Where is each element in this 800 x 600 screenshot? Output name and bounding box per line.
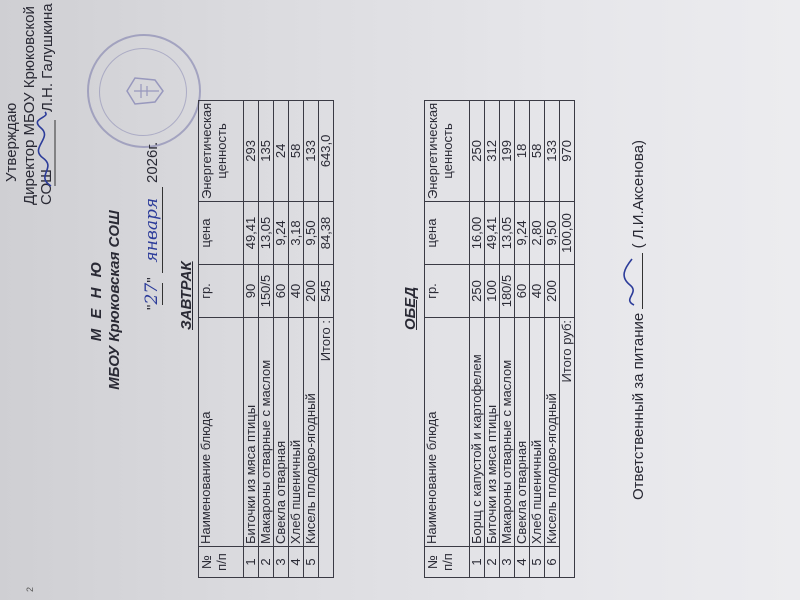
row-grams: 100 (485, 265, 500, 318)
lunch-table (424, 100, 575, 578)
menu-title: М Е Н Ю (88, 258, 105, 342)
page-number: 2 (25, 586, 35, 592)
table-row (530, 100, 545, 577)
row-name: Макароны отварные с маслом (259, 318, 274, 547)
row-energy: 58 (530, 100, 545, 201)
row-energy: 293 (244, 100, 259, 201)
header-price: цена (425, 202, 470, 265)
responsible-name: ( Л.И.Аксенова) (630, 139, 647, 249)
approval-director-name: Л.Н. Галушкина (39, 3, 56, 112)
row-energy: 58 (289, 100, 304, 201)
breakfast-table (198, 100, 334, 578)
row-grams: 40 (530, 265, 545, 318)
approval-title: Утверждаю (3, 102, 20, 182)
row-price: 9,24 (515, 202, 530, 265)
row-name: Биточки из мяса птицы (244, 318, 259, 547)
row-energy: 135 (259, 100, 274, 201)
row-num: 5 (304, 547, 319, 578)
date-year: 2026г. (144, 141, 161, 183)
row-grams: 200 (304, 265, 319, 318)
header-price: цена (199, 202, 244, 265)
total-energy: 970 (560, 100, 575, 201)
table-row (289, 100, 304, 577)
row-num: 1 (470, 547, 485, 578)
breakfast-total-row (319, 100, 334, 577)
row-grams: 150/5 (259, 265, 274, 318)
row-price: 3,18 (289, 202, 304, 265)
total-grams (560, 265, 575, 318)
header-grams: гр. (425, 265, 470, 318)
row-num: 2 (485, 547, 500, 578)
row-energy: 133 (304, 100, 319, 201)
row-price: 49,41 (485, 202, 500, 265)
row-price: 13,05 (259, 202, 274, 265)
row-price: 16,00 (470, 202, 485, 265)
row-grams: 200 (545, 265, 560, 318)
row-num: 3 (274, 547, 289, 578)
table-row (485, 100, 500, 577)
total-price: 100,00 (560, 202, 575, 265)
row-grams: 60 (515, 265, 530, 318)
row-name: Макароны отварные с маслом (500, 318, 515, 547)
table-row (274, 100, 289, 577)
row-price: 9,24 (274, 202, 289, 265)
row-energy: 18 (515, 100, 530, 201)
row-grams: 180/5 (500, 265, 515, 318)
row-name: Свекла отварная (515, 318, 530, 547)
date-day: 27 (142, 282, 162, 305)
total-price: 84,38 (319, 202, 334, 265)
row-num: 3 (500, 547, 515, 578)
row-energy: 312 (485, 100, 500, 201)
row-energy: 133 (545, 100, 560, 201)
header-energy: Энергетическая ценность (199, 100, 244, 201)
approval-position: Директор МБОУ Крюковской СОШ (21, 6, 55, 205)
header-name: Наименование блюда (425, 318, 470, 547)
row-energy: 199 (500, 100, 515, 201)
row-name: Свекла отварная (274, 318, 289, 547)
responsible-line (628, 140, 647, 500)
header-energy: Энергетическая ценность (425, 100, 470, 201)
row-grams: 90 (244, 265, 259, 318)
row-energy: 250 (470, 100, 485, 201)
breakfast-title: ЗАВТРАК (178, 261, 195, 330)
header-name: Наименование блюда (199, 318, 244, 547)
total-grams: 545 (319, 265, 334, 318)
table-row (470, 100, 485, 577)
row-grams: 60 (274, 265, 289, 318)
seal-emblem-icon (89, 36, 199, 146)
row-num: 2 (259, 547, 274, 578)
row-name: Борщ с капустой и картофелем (470, 318, 485, 547)
table-row (259, 100, 274, 577)
row-energy: 24 (274, 100, 289, 201)
school-title: МБОУ Крюковская СОШ (106, 210, 123, 390)
table-row (244, 100, 259, 577)
row-grams: 250 (470, 265, 485, 318)
row-num: 4 (515, 547, 530, 578)
date-month: января (142, 187, 163, 273)
header-grams: гр. (199, 265, 244, 318)
row-name: Биточки из мяса птицы (485, 318, 500, 547)
signature-icon (620, 253, 642, 309)
table-row (515, 100, 530, 577)
total-label: Итого : (319, 318, 334, 578)
row-price: 13,05 (500, 202, 515, 265)
lunch-header-row (425, 100, 470, 577)
table-row (304, 100, 319, 577)
table-row (545, 100, 560, 577)
row-name: Хлеб пшеничный (530, 318, 545, 547)
lunch-title: ОБЕД (402, 286, 419, 330)
responsible-signature (628, 253, 643, 309)
row-price: 9,50 (304, 202, 319, 265)
row-price: 9,50 (545, 202, 560, 265)
row-price: 49,41 (244, 202, 259, 265)
menu-date (142, 142, 163, 310)
director-signature (33, 110, 59, 190)
date-quote-open: " (144, 304, 161, 310)
total-energy: 643,0 (319, 100, 334, 201)
row-name: Кисель плодово-ягодный (304, 318, 319, 547)
row-num: 4 (289, 547, 304, 578)
date-quote-close: " (144, 277, 161, 283)
row-price: 2,80 (530, 202, 545, 265)
row-name: Хлеб пшеничный (289, 318, 304, 547)
lunch-total-row (560, 100, 575, 577)
school-seal-stamp (87, 34, 201, 148)
responsible-label: Ответственный за питание (630, 312, 647, 500)
breakfast-header-row (199, 100, 244, 577)
header-num: № п/п (199, 547, 244, 578)
row-num: 1 (244, 547, 259, 578)
row-name: Кисель плодово-ягодный (545, 318, 560, 547)
total-label: Итого руб: (560, 318, 575, 578)
table-row (500, 100, 515, 577)
row-num: 6 (545, 547, 560, 578)
row-grams: 40 (289, 265, 304, 318)
row-num: 5 (530, 547, 545, 578)
header-num: № п/п (425, 547, 470, 578)
